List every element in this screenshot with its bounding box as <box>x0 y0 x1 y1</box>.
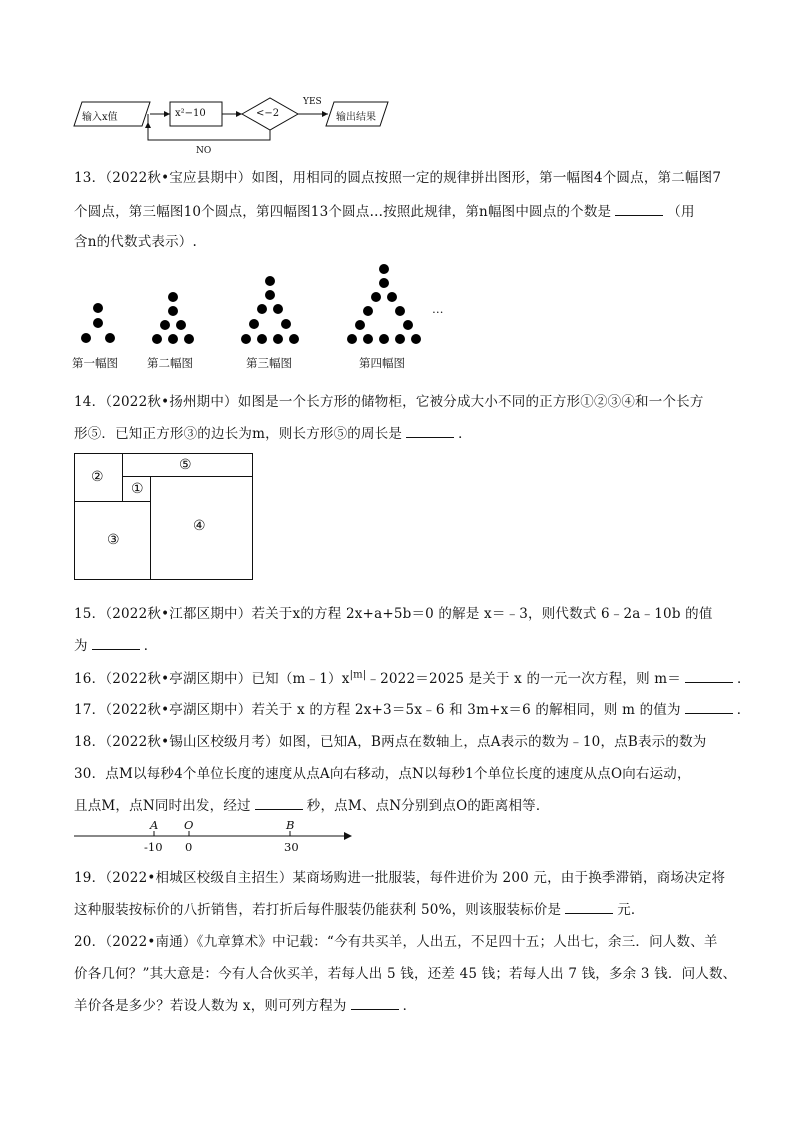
q14-line2 <box>74 422 472 442</box>
flowchart-diagram <box>70 92 400 154</box>
axis-point-a-value: -10 <box>144 840 163 854</box>
q20-line3-end: ． <box>402 998 417 1014</box>
answer-blank <box>685 701 733 714</box>
q16-tail: ． <box>736 671 751 687</box>
square-3: ③ <box>74 501 151 580</box>
q19-line2 <box>74 898 645 918</box>
caption-fig-4: 第四幅图 <box>359 356 405 370</box>
axis-point-b-label: B <box>286 818 295 832</box>
caption-fig-1: 第一幅图 <box>72 356 118 370</box>
caption-fig-2: 第二幅图 <box>147 356 193 370</box>
rectangle-5: ⑤ <box>122 453 253 477</box>
dots-ellipsis: … <box>432 302 444 316</box>
q19-line2-text: 这种服装按标价的八折销售，若打折后每件服装仍能获利 50%，则该服装标价是 <box>74 902 562 918</box>
q14-line2-end: ． <box>458 426 472 442</box>
flow-calc-label: x²−10 <box>175 108 206 119</box>
q15-line1: 15．（2022秋•江都区期中）若关于x的方程 2x+a+5b＝0 的解是 x＝﹣3，则代数式 6﹣2a﹣10b 的值 <box>74 606 713 622</box>
square-2: ② <box>74 453 123 502</box>
q18-line3-start: 且点M，点N同时出发，经过 <box>74 798 251 814</box>
q15-line2 <box>74 634 157 654</box>
q13-line3: 含n的代数式表示）. <box>74 234 197 250</box>
axis-point-a-label: A <box>150 818 159 832</box>
flow-yes-label: YES <box>303 97 322 107</box>
square-1: ① <box>122 476 151 502</box>
answer-blank <box>685 670 733 683</box>
number-line <box>72 826 357 848</box>
q18-line3-end: 秒，点M、点N分别到点O的距离相等． <box>306 798 550 814</box>
answer-blank <box>92 637 140 650</box>
q13-line2-end: （用 <box>667 204 695 220</box>
q16-exponent: |m| <box>349 669 367 681</box>
q18-line2: 30．点M以每秒4个单位长度的速度从点A向右移动，点N以每秒1个单位长度的速度从点O向右运动， <box>74 766 691 782</box>
answer-blank <box>351 997 399 1010</box>
question-17 <box>74 698 750 718</box>
square-4: ④ <box>150 476 253 580</box>
q19-line2-end: 元． <box>617 902 645 918</box>
q18-line3 <box>74 794 550 814</box>
q13-line2-text: 个圆点，第三幅图10个圆点，第四幅图13个圆点…按照此规律，第n幅图中圆点的个数是 <box>74 204 612 220</box>
flow-output-label: 输出结果 <box>336 112 376 123</box>
q13-line1: 13．（2022秋•宝应县期中）如图，用相同的圆点按照一定的规律拼出图形，第一幅图4个圆点，第二幅图7 <box>74 170 722 186</box>
answer-blank <box>255 797 303 810</box>
q20-line2: 价各几何？”其大意是：今有人合伙买羊，若每人出 5 钱，还差 45 钱；若每人出 7 钱，多余 3 钱．问人数、 <box>74 966 737 982</box>
caption-fig-3: 第三幅图 <box>246 356 292 370</box>
flow-no-label: NO <box>196 146 212 156</box>
q16-start: 16．（2022秋•亭湖区期中）已知（m﹣1）x <box>74 671 350 687</box>
q18-line1: 18．（2022秋•锡山区校级月考）如图，已知A，B两点在数轴上，点A表示的数为﹣10，点B表示的数为 <box>74 734 707 750</box>
answer-blank <box>565 901 613 914</box>
axis-point-o-label: O <box>184 818 194 832</box>
q17-tail: ． <box>736 702 751 718</box>
q14-line2-text: 形⑤．已知正方形③的边长为m，则长方形⑤的周长是 <box>74 426 403 442</box>
q15-line2-end: ． <box>143 638 158 654</box>
q20-line3-text: 羊价各是多少？若设人数为 x，则可列方程为 <box>74 998 347 1014</box>
answer-blank <box>406 425 454 438</box>
q14-line1: 14．（2022秋•扬州期中）如图是一个长方形的储物柜，它被分成大小不同的正方形①②③④和一个长方 <box>74 394 704 410</box>
axis-point-b-value: 30 <box>284 840 299 854</box>
question-16 <box>74 667 751 687</box>
q13-line2 <box>74 200 695 220</box>
flow-input-label: 输入x值 <box>82 112 118 123</box>
axis-point-o-value: 0 <box>185 840 193 854</box>
q16-end: ﹣2022＝2025 是关于 x 的一元一次方程，则 m＝ <box>366 671 681 687</box>
q15-line2-text: 为 <box>74 638 88 654</box>
answer-blank <box>615 203 663 216</box>
flow-cond-label: <−2 <box>256 108 280 119</box>
q19-line1: 19．（2022•相城区校级自主招生）某商场购进一批服装，每件进价为 200 元，由于换季滞销，商场决定将 <box>74 870 726 886</box>
q20-line3 <box>74 994 416 1014</box>
q20-line1: 20．（2022•南通）《九章算术》中记载：“今有共买羊，人出五，不足四十五；人出七，余三．问人数、羊 <box>74 934 718 950</box>
q17-text: 17．（2022秋•亭湖区期中）若关于 x 的方程 2x+3＝5x﹣6 和 3m+x＝6 的解相同，则 m 的值为 <box>74 702 681 718</box>
